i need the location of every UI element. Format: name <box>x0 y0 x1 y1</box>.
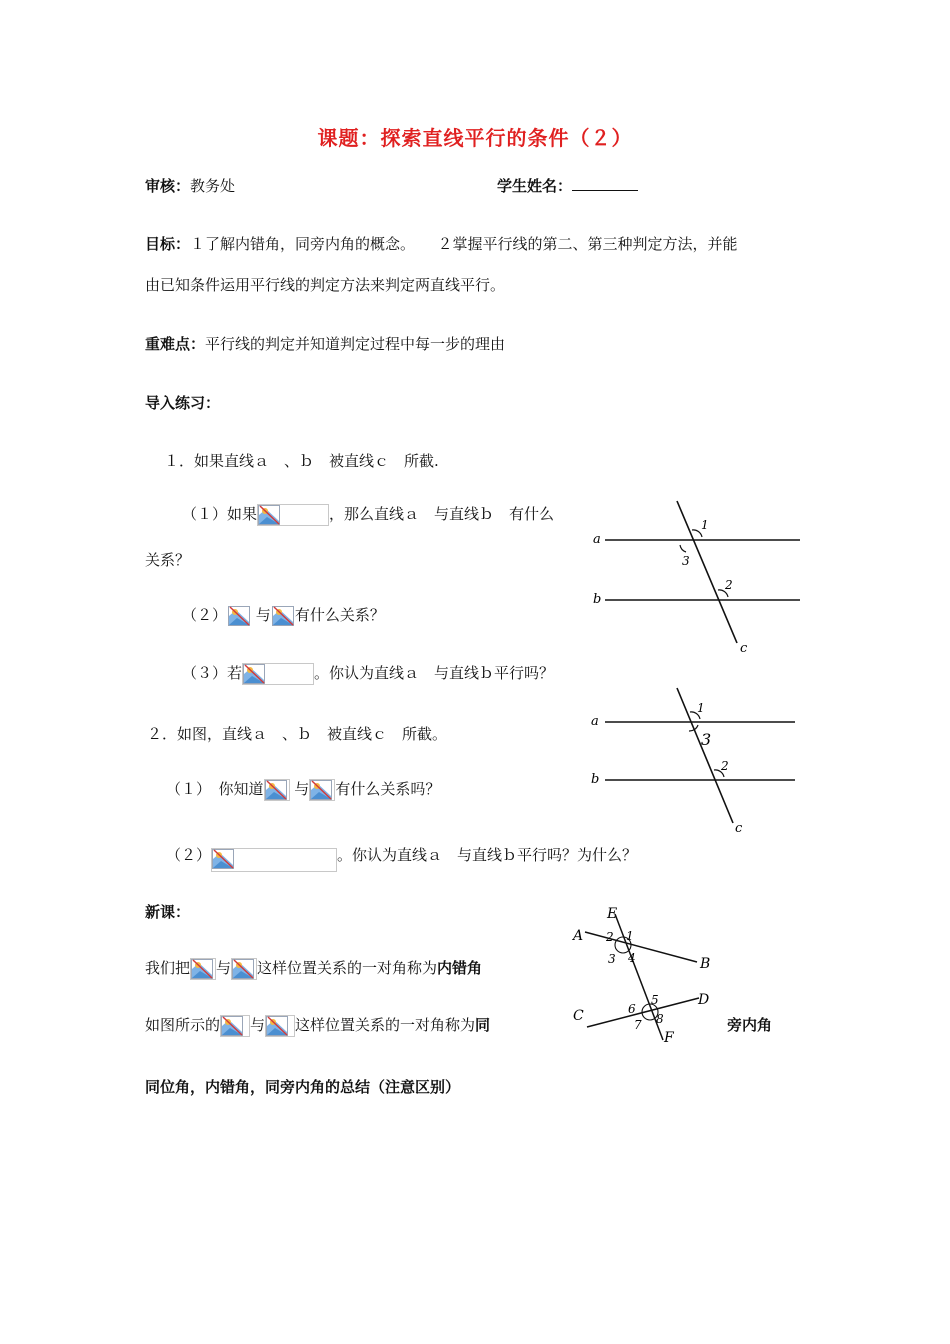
new-lesson-line-2 <box>145 1014 490 1037</box>
label-D: D <box>698 992 710 1008</box>
nl-line2-mid: 与 <box>250 1016 266 1034</box>
label-b: b <box>593 592 602 607</box>
q2-part2 <box>166 840 637 872</box>
nl-line1-image-a <box>190 958 216 980</box>
goals-line-2: 由已知条件运用平行线的判定方法来判定两直线平行。 <box>145 276 506 294</box>
goals-label: 目标： <box>145 235 191 253</box>
label-F: F <box>664 1030 674 1046</box>
q1-p3-prefix: （３）若 <box>182 664 243 682</box>
intro-label: 导入练习： <box>145 394 221 412</box>
nl-line2-prefix: 如图所示的 <box>145 1016 221 1034</box>
line-c <box>677 688 733 823</box>
q2-p1-image-b <box>309 779 335 801</box>
broken-image-icon <box>258 505 280 525</box>
angle-1-label: 1 <box>701 518 709 532</box>
angle-1-label: 1 <box>697 701 705 715</box>
broken-image-icon <box>221 1016 243 1036</box>
broken-image-icon <box>212 849 234 869</box>
student-name-label: 学生姓名： <box>497 177 573 195</box>
key-points <box>145 333 505 354</box>
q2-p1-prefix: （１） 你知道 <box>166 780 264 798</box>
q1-p1-prefix: （１）如果 <box>182 505 258 523</box>
goals-text-1: １了解内错角，同旁内角的概念。 ２掌握平行线的第二、第三种判定方法，并能 <box>190 235 738 253</box>
reviewer-value: 教务处 <box>190 177 236 195</box>
label-A: A <box>573 928 584 944</box>
q2-p1-image-a <box>264 779 290 801</box>
new-lesson-line-1 <box>145 957 482 980</box>
q1-p1-formula-image <box>257 504 329 526</box>
term-same-side-b: 旁内角 <box>727 1016 773 1034</box>
angle-3-arc <box>680 545 686 552</box>
q1-stem: １．如果直线ａ 、ｂ 被直线ｃ 所截. <box>164 452 439 470</box>
nl-line1-mid: 与 <box>216 959 232 977</box>
q1-p3-suffix: 。你认为直线ａ 与直线ｂ平行吗？ <box>314 664 555 682</box>
angle-2-label: 2 <box>606 930 614 944</box>
label-a: a <box>591 714 599 729</box>
nl-line2-image-b <box>265 1015 295 1037</box>
q1-part3 <box>182 662 554 685</box>
key-points-label: 重难点： <box>145 335 206 353</box>
broken-image-icon <box>232 959 254 979</box>
angle-8-label: 8 <box>656 1012 664 1026</box>
q1-p2-prefix: （２） <box>182 606 228 624</box>
figure-3-transversal <box>565 900 725 1050</box>
label-C: C <box>573 1008 584 1024</box>
angle-7-label: 7 <box>634 1018 642 1032</box>
broken-image-icon <box>265 780 287 800</box>
broken-image-icon <box>310 780 332 800</box>
goals-line-1 <box>145 233 738 254</box>
q1-p2-mid: 与 <box>255 606 271 624</box>
broken-image-icon <box>266 1016 288 1036</box>
nl-line2-image-a <box>220 1015 250 1037</box>
broken-image-icon <box>191 959 213 979</box>
q1-part1 <box>182 503 554 526</box>
angle-3-label: 3 <box>682 554 690 568</box>
nl-line2-suffix: 这样位置关系的一对角称为 <box>295 1016 476 1034</box>
q2-stem: ２．如图，直线ａ 、ｂ 被直线ｃ 所截。 <box>147 725 448 743</box>
page-title: 课题：探索直线平行的条件（２） <box>317 126 633 150</box>
nl-line1-image-b <box>231 958 257 980</box>
figure-2-parallel-lines <box>585 680 810 840</box>
angle-4-label: 4 <box>628 951 636 965</box>
q2-p2-formula-image <box>211 848 337 872</box>
label-c: c <box>735 821 743 836</box>
angle-6-label: 6 <box>628 1002 636 1016</box>
angle-3-label: 3 <box>701 730 712 749</box>
term-same-side-a: 同 <box>475 1016 491 1034</box>
nl-line1-prefix: 我们把 <box>145 959 191 977</box>
student-name-blank[interactable] <box>572 176 638 191</box>
q1-part1-cont: 关系？ <box>145 551 191 569</box>
angle-2-label: 2 <box>721 759 729 773</box>
q2-p2-prefix: （２） <box>166 846 212 864</box>
q2-p1-suffix: 有什么关系吗？ <box>335 780 441 798</box>
label-E: E <box>607 906 618 922</box>
summary-line: 同位角，内错角，同旁内角的总结（注意区别） <box>145 1078 461 1096</box>
angle-1-label: 1 <box>626 929 634 943</box>
angle-5-label: 5 <box>651 993 659 1007</box>
angle-2-label: 2 <box>725 578 733 592</box>
line-cd <box>587 998 699 1027</box>
reviewer-label: 审核： <box>145 177 191 195</box>
nl-line1-suffix: 这样位置关系的一对角称为 <box>257 959 438 977</box>
broken-image-icon <box>243 664 265 684</box>
q1-p3-formula-image <box>242 663 314 685</box>
q1-part2 <box>182 604 385 626</box>
broken-image-icon <box>272 606 294 626</box>
label-a: a <box>593 532 601 547</box>
term-alternate-interior: 内错角 <box>437 959 483 977</box>
q2-p2-suffix: 。你认为直线ａ 与直线ｂ平行吗？为什么？ <box>337 846 638 864</box>
broken-image-icon <box>228 606 250 626</box>
new-lesson-label: 新课： <box>145 903 191 921</box>
figure-1-parallel-lines <box>585 495 810 660</box>
student-name-line <box>497 175 638 196</box>
label-B: B <box>700 956 711 972</box>
q2-p1-mid: 与 <box>294 780 310 798</box>
q1-p1-suffix: ，那么直线ａ 与直线ｂ 有什么 <box>329 505 555 523</box>
angle-3-label: 3 <box>608 952 616 966</box>
key-points-text: 平行线的判定并知道判定过程中每一步的理由 <box>205 335 506 353</box>
q1-p2-suffix: 有什么关系？ <box>294 606 385 624</box>
label-b: b <box>591 772 600 787</box>
line-ab <box>585 932 697 962</box>
reviewer-line <box>145 175 235 196</box>
label-c: c <box>740 641 748 656</box>
q2-part1 <box>166 778 440 801</box>
